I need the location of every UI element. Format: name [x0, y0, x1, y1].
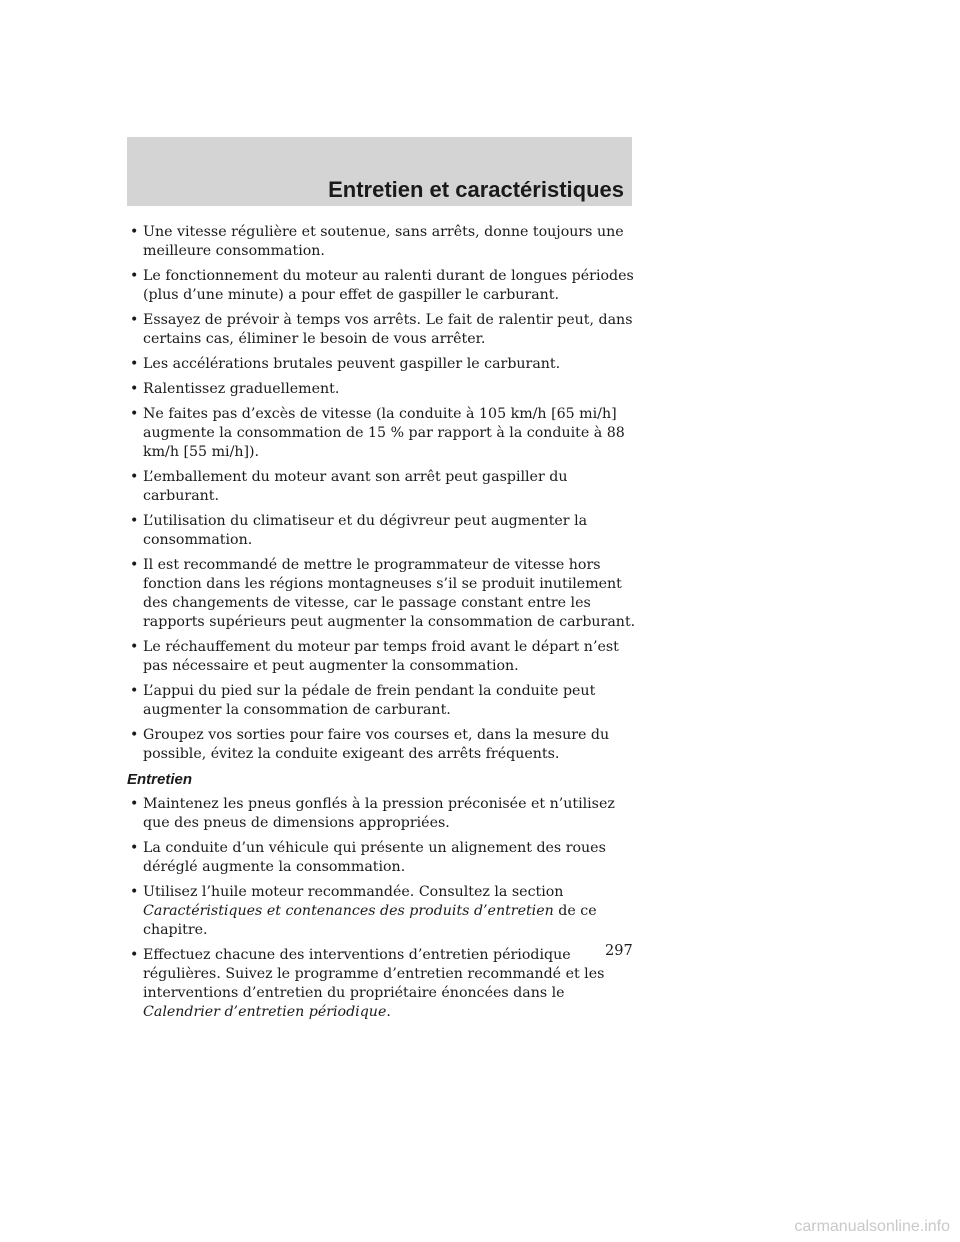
list-item — [127, 839, 637, 877]
list-item — [127, 468, 637, 506]
list-item — [127, 682, 637, 720]
bullet: • — [130, 268, 139, 284]
page-content — [127, 223, 637, 1028]
maintenance-schedule-reference: Calendrier d’entretien périodique — [143, 1004, 387, 1020]
list-item-text: Il est recommandé de mettre le programmateur de vitesse hors fonction dans les régions montagneuses s’il se produit inutilement des changements de vitesse, car le passage constant entre les rapports supérieurs peut augmenter la consommation de carburant. — [143, 557, 636, 630]
bullet: • — [130, 683, 139, 699]
list-item-text — [143, 946, 637, 1022]
list-item — [127, 405, 637, 462]
bullet: • — [130, 639, 139, 655]
bullet: • — [130, 469, 139, 485]
list-item — [127, 380, 637, 399]
bullet: • — [130, 884, 139, 900]
bullet: • — [130, 406, 139, 422]
list-item-text: Essayez de prévoir à temps vos arrêts. Le fait de ralentir peut, dans certains cas, éliminer le besoin de vous arrêter. — [143, 312, 633, 347]
list-item-text: L’utilisation du climatiseur et du dégivreur peut augmenter la consommation. — [143, 513, 588, 548]
list-item — [127, 512, 637, 550]
oil-section-reference: Caractéristiques et contenances des produits d’entretien — [143, 903, 554, 919]
maintenance-list — [127, 795, 637, 1022]
list-item-text — [143, 883, 637, 940]
list-item — [127, 223, 637, 261]
list-item — [127, 355, 637, 374]
list-item-text: L’emballement du moteur avant son arrêt peut gaspiller du carburant. — [143, 469, 568, 504]
maintenance-text-after: . — [386, 1004, 391, 1020]
list-item-text: Les accélérations brutales peuvent gaspiller le carburant. — [143, 356, 561, 372]
list-item-text: L’appui du pied sur la pédale de frein pendant la conduite peut augmenter la consommation de carburant. — [143, 683, 596, 718]
bullet: • — [130, 840, 139, 856]
bullet: • — [130, 727, 139, 743]
bullet: • — [130, 381, 139, 397]
list-item — [127, 946, 637, 1022]
list-item — [127, 267, 637, 305]
oil-text-after: de ce chapitre. — [143, 903, 597, 938]
list-item-text: La conduite d’un véhicule qui présente un alignement des roues déréglé augmente la consommation. — [143, 840, 606, 875]
list-item-text: Ne faites pas d’excès de vitesse (la conduite à 105 km/h [65 mi/h] augmente la consommation de 15 % par rapport à la conduite à 88 km/h [55 mi/h]). — [143, 406, 625, 460]
bullet: • — [130, 356, 139, 372]
watermark: carmanualsonline.info — [794, 1218, 950, 1235]
list-item-text: Ralentissez graduellement. — [143, 381, 340, 397]
bullet: • — [130, 224, 139, 240]
fuel-tips-list — [127, 223, 637, 764]
oil-text-before: Utilisez l’huile moteur recommandée. Consultez la section — [143, 884, 564, 900]
list-item — [127, 311, 637, 349]
list-item — [127, 556, 637, 632]
chapter-title: Entretien et caractéristiques — [328, 177, 624, 202]
list-item-text: Une vitesse régulière et soutenue, sans arrêts, donne toujours une meilleure consommation. — [143, 224, 624, 259]
bullet: • — [130, 513, 139, 529]
list-item — [127, 795, 637, 833]
list-item — [127, 726, 637, 764]
bullet: • — [130, 796, 139, 812]
list-item-text: Groupez vos sorties pour faire vos courses et, dans la mesure du possible, évitez la conduite exigeant des arrêts fréquents. — [143, 727, 610, 762]
list-item-text: Le réchauffement du moteur par temps froid avant le départ n’est pas nécessaire et peut augmenter la consommation. — [143, 639, 619, 674]
maintenance-text-before: Effectuez chacune des interventions d’entretien périodique régulières. Suivez le programme d’entretien recommandé et les interventions d’entretien du propriétaire énoncées dans le — [143, 947, 605, 1001]
list-item — [127, 638, 637, 676]
list-item — [127, 883, 637, 940]
bullet: • — [130, 947, 139, 963]
list-item-text: Maintenez les pneus gonflés à la pression préconisée et n’utilisez que des pneus de dimensions appropriées. — [143, 796, 615, 831]
bullet: • — [130, 557, 139, 573]
chapter-header-band — [127, 137, 632, 206]
page-number: 297 — [605, 943, 633, 959]
section-heading-entretien: Entretien — [127, 771, 193, 788]
list-item-text: Le fonctionnement du moteur au ralenti durant de longues périodes (plus d’une minute) a pour effet de gaspiller le carburant. — [143, 268, 634, 303]
bullet: • — [130, 312, 139, 328]
